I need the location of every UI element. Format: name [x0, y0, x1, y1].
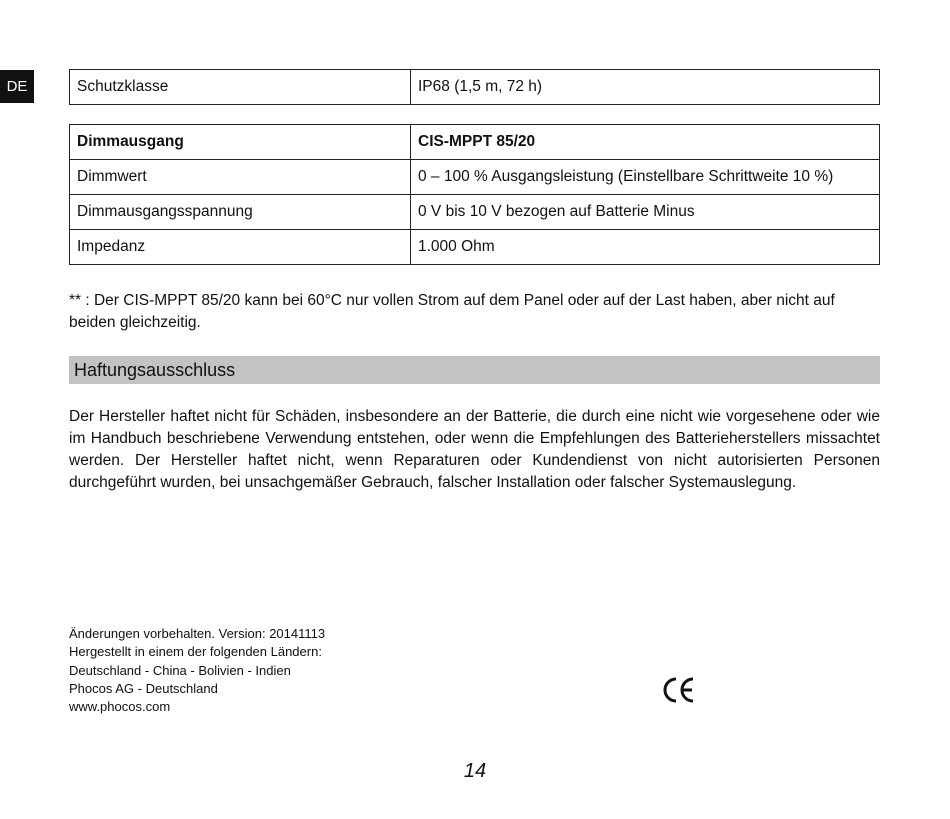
- imprint-manufactured-in: Hergestellt in einem der folgenden Ländern:: [69, 644, 322, 660]
- spec-value: 1.000 Ohm: [411, 230, 880, 265]
- section-heading: Haftungsausschluss: [69, 356, 880, 384]
- protection-spec-table: [69, 69, 880, 105]
- language-tab: DE: [0, 70, 34, 103]
- spec-value: 0 – 100 % Ausgangsleistung (Einstellbare Schrittweite 10 %): [411, 160, 880, 195]
- footnote: ** : Der CIS-MPPT 85/20 kann bei 60°C nur vollen Strom auf dem Panel oder auf der Last haben, aber nicht auf beiden gleichzeitig.: [69, 292, 835, 331]
- imprint-company: Phocos AG - Deutschland: [69, 680, 218, 696]
- ce-mark-icon: [661, 676, 696, 704]
- dimming-spec-table: [69, 124, 880, 265]
- table-row: [70, 70, 880, 105]
- spec-label: Dimmwert: [70, 160, 411, 195]
- spec-label: Dimmausgangsspannung: [70, 195, 411, 230]
- disclaimer-text: Der Hersteller haftet nicht für Schäden, insbesondere an der Batterie, die durch eine nicht wie vorgesehene oder wie im Handbuch beschriebene Verwendung entstehen, oder wenn die Empfehlungen des Batterieherstellers missachtet werden. Der Hersteller haftet nicht, wenn Reparaturen oder Kundendienst von nicht autorisierten Personen durchgeführt wurden, bei unsachgemäßer Gebrauch, falscher Installation oder falscher Systemauslegung.: [69, 408, 880, 491]
- table-row: [70, 230, 880, 265]
- spec-label: Schutzklasse: [70, 70, 411, 105]
- table-header-label: Dimmausgang: [70, 125, 411, 160]
- table-row: [70, 195, 880, 230]
- imprint-version: Änderungen vorbehalten. Version: 20141113: [69, 626, 326, 641]
- spec-value: IP68 (1,5 m, 72 h): [411, 70, 880, 105]
- imprint-countries: Deutschland - China - Bolivien - Indien: [69, 662, 291, 678]
- imprint-website: www.phocos.com: [69, 699, 171, 715]
- table-header-value: CIS-MPPT 85/20: [411, 125, 880, 160]
- imprint: [69, 625, 469, 716]
- spec-label: Impedanz: [70, 230, 411, 265]
- table-header-row: [70, 125, 880, 160]
- table-row: [70, 160, 880, 195]
- spec-value: 0 V bis 10 V bezogen auf Batterie Minus: [411, 195, 880, 230]
- page-number: 14: [463, 760, 487, 782]
